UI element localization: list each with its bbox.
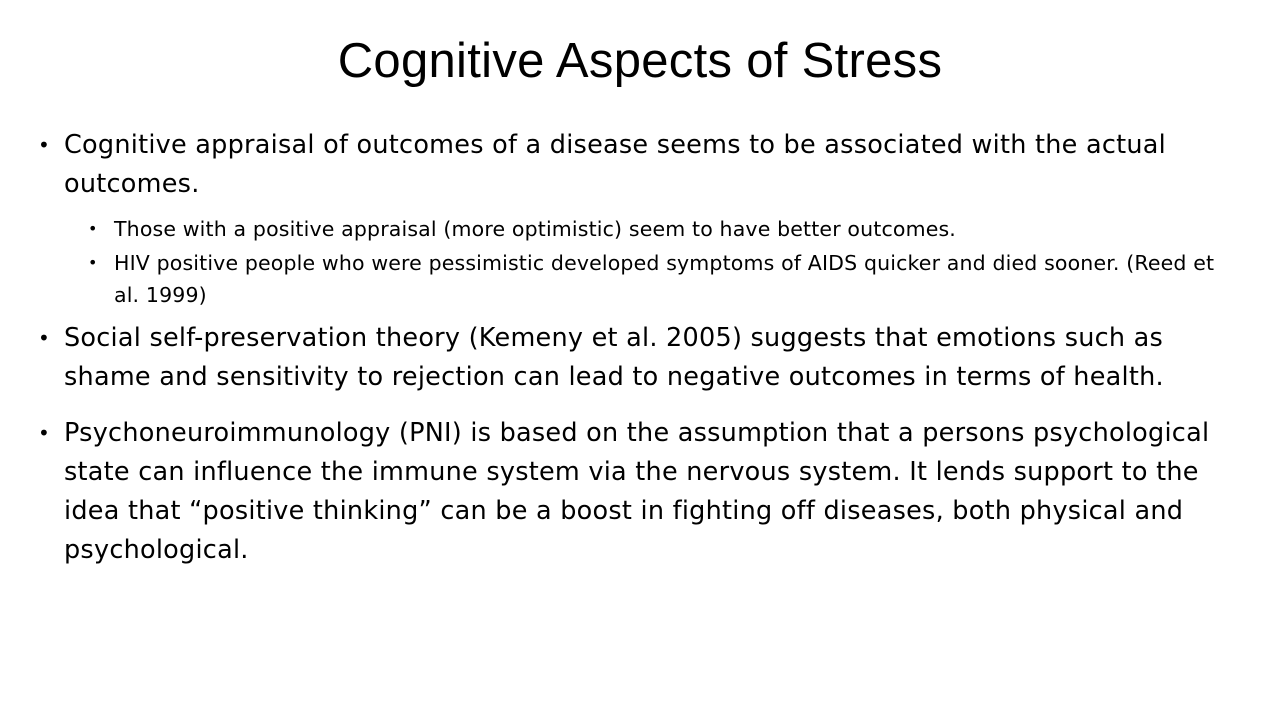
- subbullet-hiv-pessimistic: [88, 247, 1243, 311]
- subbullet-text: HIV positive people who were pessimistic developed symptoms of AIDS quicker and died sooner. (Reed et al. 1999): [114, 251, 1215, 307]
- bullet-text: Cognitive appraisal of outcomes of a disease seems to be associated with the actual outcomes.: [64, 130, 1166, 199]
- subbullet-dot: •: [88, 253, 98, 272]
- bullet-dot: •: [38, 421, 51, 445]
- bullet-social-self-preservation: [38, 319, 1243, 397]
- spacer: [38, 406, 1243, 414]
- bullet-dot: •: [38, 326, 51, 350]
- slide-title: Cognitive Aspects of Stress: [337, 34, 943, 88]
- subbullet-positive-appraisal: [88, 213, 1243, 245]
- bullet-dot: •: [38, 133, 51, 157]
- slide-body: [38, 126, 1243, 579]
- subbullet-dot: •: [88, 219, 98, 238]
- bullet-pni: [38, 414, 1243, 570]
- subbullet-text: Those with a positive appraisal (more optimistic) seem to have better outcomes.: [114, 217, 956, 241]
- bullet-text: Social self-preservation theory (Kemeny et al. 2005) suggests that emotions such as shame and sensitivity to rejection can lead to negative outcomes in terms of health.: [64, 323, 1164, 392]
- bullet-text: Psychoneuroimmunology (PNI) is based on the assumption that a persons psychological state can influence the immune system via the nervous system. It lends support to the idea that “positive thinking” can be a boost in fighting off diseases, both physical and psychological.: [64, 418, 1210, 565]
- bullet-cognitive-appraisal: [38, 126, 1243, 204]
